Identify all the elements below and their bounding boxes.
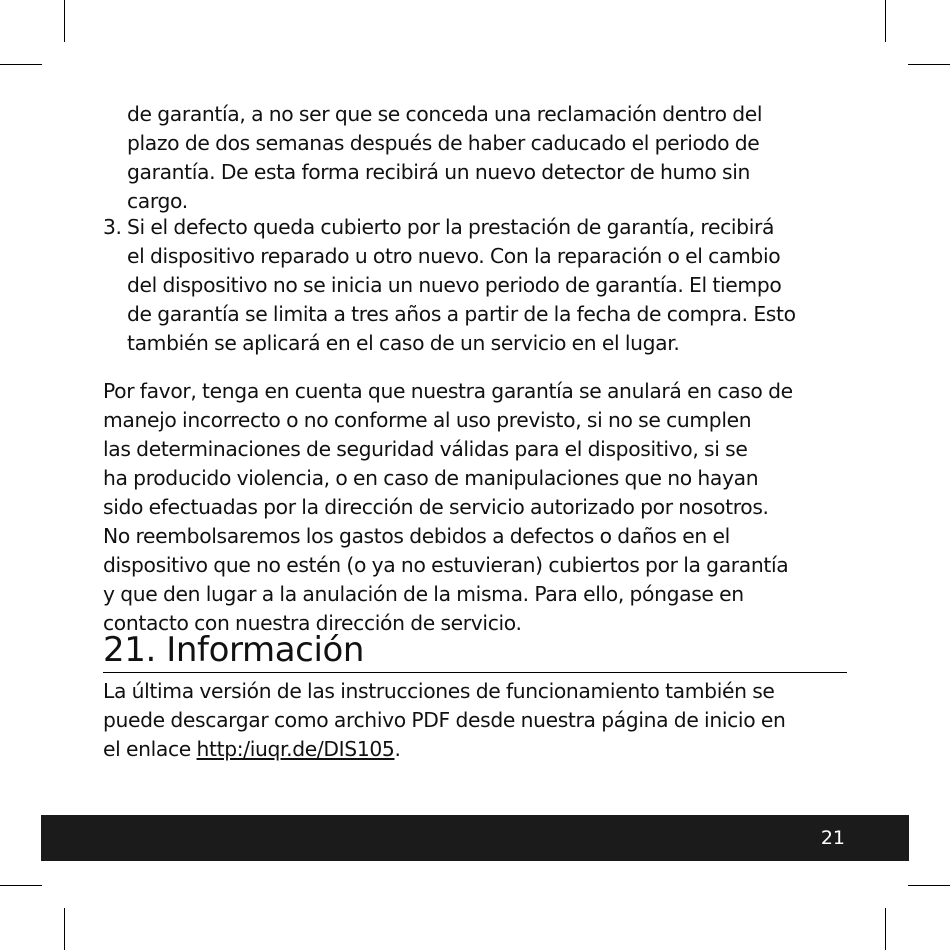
section-heading: 21. Información <box>103 627 847 673</box>
paragraph-line: sido efectuadas por la dirección de servicio autorizado por nosotros. <box>103 495 769 519</box>
paragraph-line: La última versión de las instrucciones de funcionamiento también se <box>103 679 775 703</box>
crop-mark-bottom-right <box>885 908 886 950</box>
paragraph-line: del dispositivo no se inicia un nuevo periodo de garantía. El tiempo <box>127 273 782 297</box>
paragraph-line: y que den lugar a la anulación de la misma. Para ello, póngase en <box>103 582 744 606</box>
paragraph-line <box>103 735 853 764</box>
paragraph-line: las determinaciones de seguridad válidas para el dispositivo, si se <box>103 437 748 461</box>
paragraph-line: de garantía se limita a tres años a partir de la fecha de compra. Esto <box>127 302 796 326</box>
link-suffix: . <box>394 737 401 761</box>
footer-bar <box>41 815 909 861</box>
paragraph-line: cargo. <box>127 189 188 213</box>
paragraph-line: manejo incorrecto o no conforme al uso previsto, si no se cumplen <box>103 408 752 432</box>
paragraph-line: contacto con nuestra dirección de servicio. <box>103 611 522 635</box>
paragraph-line: puede descargar como archivo PDF desde nuestra página de inicio en <box>103 708 786 732</box>
paragraph-line: garantía. De esta forma recibirá un nuevo detector de humo sin <box>127 160 751 184</box>
list-item-body <box>127 213 796 358</box>
link-prefix: el enlace <box>103 737 197 761</box>
paragraph-line: dispositivo que no estén (o ya no estuvieran) cubiertos por la garantía <box>103 553 789 577</box>
download-link[interactable]: http:/iuqr.de/DIS105 <box>196 737 395 761</box>
crop-mark-left-top <box>0 64 42 65</box>
paragraph-line: Si el defecto queda cubierto por la prestación de garantía, recibirá <box>127 215 775 239</box>
paragraph-line: de garantía, a no ser que se conceda una reclamación dentro del <box>127 102 763 126</box>
paragraph-line: también se aplicará en el caso de un servicio en el lugar. <box>127 331 680 355</box>
list-item-number: 3. <box>103 215 122 239</box>
warranty-note-paragraph <box>103 377 853 638</box>
crop-mark-right-bottom <box>908 885 950 886</box>
crop-mark-right-top <box>908 64 950 65</box>
crop-mark-top-right <box>885 0 886 42</box>
warranty-continuation <box>127 100 877 216</box>
crop-mark-bottom-left <box>64 908 65 950</box>
page-number: 21 <box>820 827 845 849</box>
paragraph-line: plazo de dos semanas después de haber caducado el periodo de <box>127 131 760 155</box>
paragraph-line: el dispositivo reparado u otro nuevo. Con la reparación o el cambio <box>127 244 781 268</box>
crop-mark-left-bottom <box>0 885 42 886</box>
crop-mark-top-left <box>64 0 65 42</box>
paragraph-line: No reembolsaremos los gastos debidos a defectos o daños en el <box>103 524 730 548</box>
paragraph-line: Por favor, tenga en cuenta que nuestra garantía se anulará en caso de <box>103 379 793 403</box>
paragraph-line: ha producido violencia, o en caso de manipulaciones que no hayan <box>103 466 759 490</box>
information-paragraph <box>103 677 853 764</box>
